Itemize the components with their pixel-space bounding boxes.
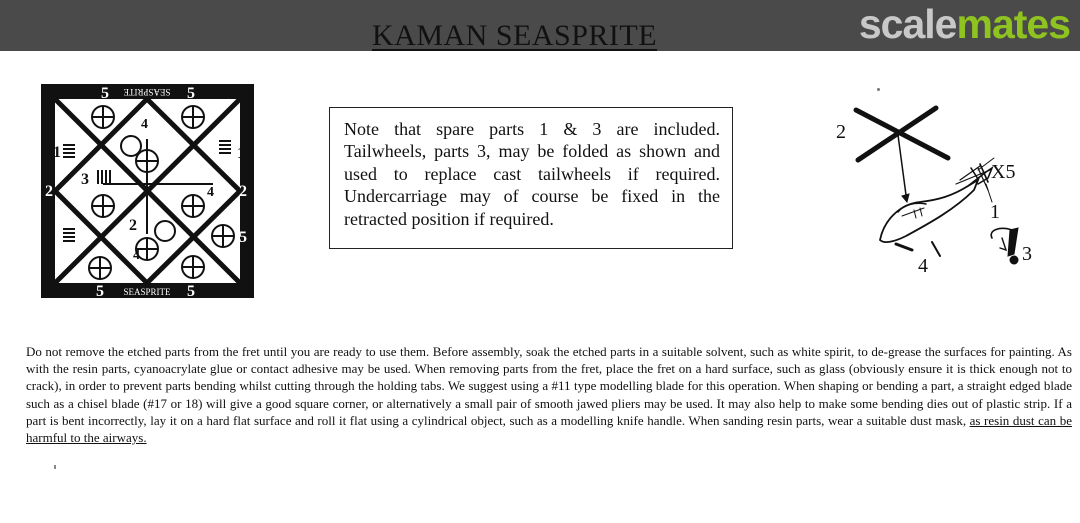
fret-number-4-right: 4 bbox=[207, 185, 214, 200]
note-box bbox=[329, 107, 733, 249]
fret-number-2-center: 2 bbox=[129, 217, 137, 234]
fret-number-5-top-left: 5 bbox=[101, 85, 109, 102]
diagram-label-4: 4 bbox=[918, 255, 928, 277]
scan-speck-2 bbox=[877, 88, 880, 91]
fret-number-1-left: 1 bbox=[53, 144, 61, 161]
page-title: KAMAN SEASPRITE bbox=[372, 19, 658, 52]
diagram-label-2: 2 bbox=[836, 121, 846, 143]
fret-number-2-left: 2 bbox=[45, 183, 53, 200]
fret-number-5-bottom-left: 5 bbox=[96, 283, 104, 298]
scalemates-logo[interactable] bbox=[859, 2, 1070, 46]
scan-speck bbox=[54, 465, 56, 469]
assembly-instructions bbox=[26, 343, 1072, 446]
fret-number-4-bottom: 4 bbox=[133, 248, 140, 263]
fret-number-5-right: 5 bbox=[239, 229, 247, 246]
fret-number-5-bottom-right: 5 bbox=[187, 283, 195, 298]
note-text: Note that spare parts 1 & 3 are included. Tailwheels, parts 3, may be folded as shown and used to replace cast tailwheels if required. Undercarriage may of course be fixed in the retracted position if required. bbox=[344, 119, 720, 229]
diagram-label-x5: X5 bbox=[991, 161, 1016, 183]
instructions-body: Do not remove the etched parts from the fret until you are ready to use them. Before assembly, soak the etched parts in a suitable solvent, such as white spirit, to de-grease the surfaces for painting. As with the resin parts, cyanoacrylate glue or contact adhesive may be used. When removing parts from the fret, place the fret on a hard surface, such as glass (obviously ensure it is thick enough not to crack), in order to prevent parts bending whilst cutting through the holding tabs. We suggest using a #11 type modelling blade for this operation. When shaping or bending a part, a straight edged blade such as a chisel blade (#17 or 18) will give a good square corner, or alternatively a small pair of smooth jawed pliers may be used. It may also help to make some bending dies out of plastic strip. If a part is bent incorrectly, lay it on a hard flat surface and roll it flat using a cylindrical object, such as a modelling knife handle. When sanding resin parts, wear a suitable dust mask, bbox=[26, 344, 1072, 428]
fret-drawing bbox=[41, 84, 254, 298]
diagram-label-1: 1 bbox=[990, 201, 1000, 223]
fret-number-2-right: 2 bbox=[239, 183, 247, 200]
fret-top-label: SEASPRITE bbox=[123, 87, 171, 97]
logo-part-mates: mates bbox=[956, 1, 1070, 47]
fret-number-3: 3 bbox=[81, 171, 89, 188]
fret-number-5-top-right: 5 bbox=[187, 85, 195, 102]
assembly-diagram bbox=[828, 80, 1058, 280]
fret-number-1-right: 1 bbox=[237, 145, 245, 162]
fret-number-4-top: 4 bbox=[141, 117, 148, 132]
dust-warning: as resin dust can be harmful to the airways. bbox=[26, 412, 1072, 446]
logo-part-scale: scale bbox=[858, 1, 957, 47]
diagram-label-3: 3 bbox=[1022, 243, 1032, 265]
helicopter-drawing bbox=[828, 80, 1058, 280]
fret-bottom-label: SEASPRITE bbox=[123, 287, 171, 297]
etched-fret-diagram bbox=[41, 84, 254, 298]
